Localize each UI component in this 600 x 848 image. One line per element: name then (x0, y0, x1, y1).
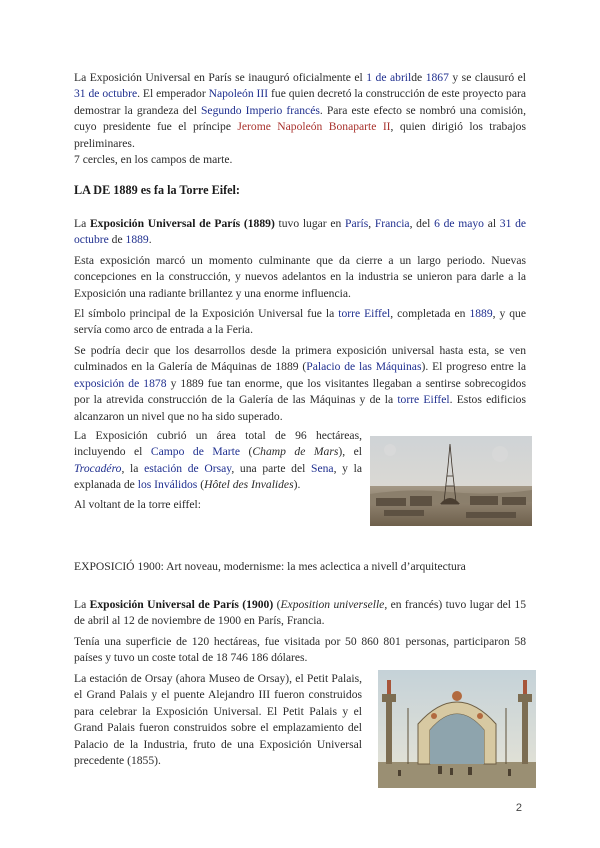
voltant-note: Al voltant de la torre eiffel: (74, 498, 201, 511)
italic-text: Exposition universelle (280, 598, 385, 611)
link-palacio-de-las-maquinas[interactable]: Palacio de las Máquinas (306, 360, 422, 374)
text: , completada en (390, 307, 470, 320)
text: y 1889 fue tan enorme, que los visitantes llegaban a sentirse sobrecogidos por la atrevida construcción de la Galería de las Máquinas y de la (74, 376, 526, 407)
link-segundo-imperio-frances[interactable]: Segundo Imperio francés (200, 103, 320, 117)
text: , la (121, 461, 145, 475)
paragraph-1889-culmination: Esta exposición marcó un momento culminante que da cierre a un largo periodo. Nuevas concepciones en la construcción, y nuevos adelantos en la industria se unieron para darle a la Exposición una radiante brillantez y una enorme influencia. (74, 254, 526, 300)
text: , quien dirigió los trabajos preliminares. (74, 120, 526, 150)
link-napoleon-iii[interactable]: Napoleón III (208, 87, 269, 101)
text: La (74, 598, 90, 611)
paragraph-1889-galeria (74, 343, 526, 425)
text: ). (293, 478, 301, 492)
link-1867[interactable]: 1867 (425, 71, 449, 84)
text: tuvo lugar en (274, 217, 346, 230)
paragraph-1900-intro (74, 597, 526, 630)
heading-1889: LA DE 1889 es fa la Torre Eifel: (74, 183, 240, 197)
text: La (74, 217, 90, 230)
link-torre-eiffel-2[interactable]: torre Eiffel (397, 393, 450, 407)
eiffel-tower-1889-image (370, 436, 532, 526)
link-31-de-octubre[interactable]: 31 de octubre (74, 87, 138, 101)
text: . Estos edificios alcanzaron un nivel que no ha sido superado. (74, 393, 526, 423)
link-jerome-napoleon-bonaparte[interactable]: Jerome Napoleón Bonaparte II (237, 120, 391, 134)
link-torre-eiffel[interactable]: torre Eiffel (338, 307, 391, 320)
paragraph-1900-buildings: La estación de Orsay (ahora Museo de Orsay), el Petit Palais, el Grand Palais y el puente Alejandro III fueron construidos para celebrar la Exposición Universal. El Petit Palais y el Grand Palais fueron construidos sobre el emplazamiento del Palacio de la Industria, fruto de una Exposición Universal precedente (1855). (74, 672, 362, 768)
link-6-de-mayo[interactable]: 6 de mayo (434, 217, 484, 230)
text: , en francés) tuvo lugar del 15 de abril al 12 de noviembre de 1900 en París, Francia. (74, 598, 526, 628)
text: El símbolo principal de la Exposición Universal fue la (74, 307, 339, 320)
text: de (108, 233, 126, 247)
link-sena[interactable]: Sena (311, 461, 334, 475)
italic-text: Champ de Mars (252, 445, 339, 459)
link-1889-year[interactable]: 1889 (469, 307, 493, 320)
text: ). El progreso entre la (421, 360, 526, 374)
paragraph-1900-stats: Tenía una superficie de 120 hectáreas, fue visitada por 50 860 801 personas, participaron 58 países y tuvo un coste total de 18 746 186 dólares. (74, 635, 526, 665)
page-number: 2 (515, 802, 522, 814)
text: ( (273, 598, 281, 611)
expo-1900-gate-image (378, 670, 536, 788)
text: . (148, 233, 152, 247)
link-1-de-abril[interactable]: 1 de abril (366, 71, 412, 84)
text: de (411, 71, 426, 84)
text: La Exposición cubrió un área total de 96 hectáreas, incluyendo el (74, 429, 362, 459)
link-exposicion-1878[interactable]: exposición de 1878 (74, 376, 167, 390)
text: , del (409, 217, 435, 230)
text: . Para este efecto se nombró una comisión, cuyo presidente fue el príncipe (74, 103, 527, 134)
expo-1900-title: EXPOSICIÓ 1900: Art noveau, modernisme: la mes aclectica a nivell d’arquitectura (74, 560, 466, 573)
paragraph-1867 (74, 70, 526, 152)
paragraph-1889-eiffel (74, 306, 526, 339)
text: ( (197, 478, 205, 492)
link-trocadero[interactable]: Trocadéro (74, 461, 122, 475)
text: al (483, 217, 500, 230)
text: fue quien decretó la construcción de este proyecto para demostrar la grandeza del (74, 87, 526, 117)
link-estacion-de-orsay[interactable]: estación de Orsay (144, 461, 232, 475)
paragraph-1889-intro (74, 216, 526, 249)
cercles-note: 7 cercles, en los campos de marte. (74, 153, 233, 166)
text: La Exposición Universal en París se inauguró oficialmente el (74, 71, 367, 84)
bold-title: Exposición Universal de París (1900) (89, 598, 274, 611)
text: y se clausuró el (448, 71, 526, 84)
paragraph-1889-area (74, 428, 362, 494)
text: , y que servía como arco de entrada a la Feria. (74, 307, 526, 337)
text: , una parte del (231, 461, 312, 475)
text: , (368, 217, 375, 230)
link-francia[interactable]: Francia (374, 217, 410, 230)
text: Se podría decir que los desarrollos desde la primera exposición universal hasta esta, se ven culminados en la Galería de Máquinas de 1889 ( (74, 344, 526, 374)
link-campo-de-marte[interactable]: Campo de Marte (150, 445, 241, 459)
link-los-invalidos[interactable]: los Inválidos (137, 478, 198, 492)
text: , y la explanada de (74, 461, 363, 492)
text: ), el (338, 445, 362, 459)
text: ( (240, 445, 253, 459)
link-31-de-octubre-1889[interactable]: 31 de octubre (74, 217, 527, 247)
bold-title: Exposición Universal de París (1889) (89, 217, 275, 230)
link-paris[interactable]: París (345, 217, 369, 230)
text: . El emperador (137, 87, 209, 101)
italic-text: Hôtel des Invalides (204, 478, 294, 492)
link-1889[interactable]: 1889 (125, 233, 149, 247)
